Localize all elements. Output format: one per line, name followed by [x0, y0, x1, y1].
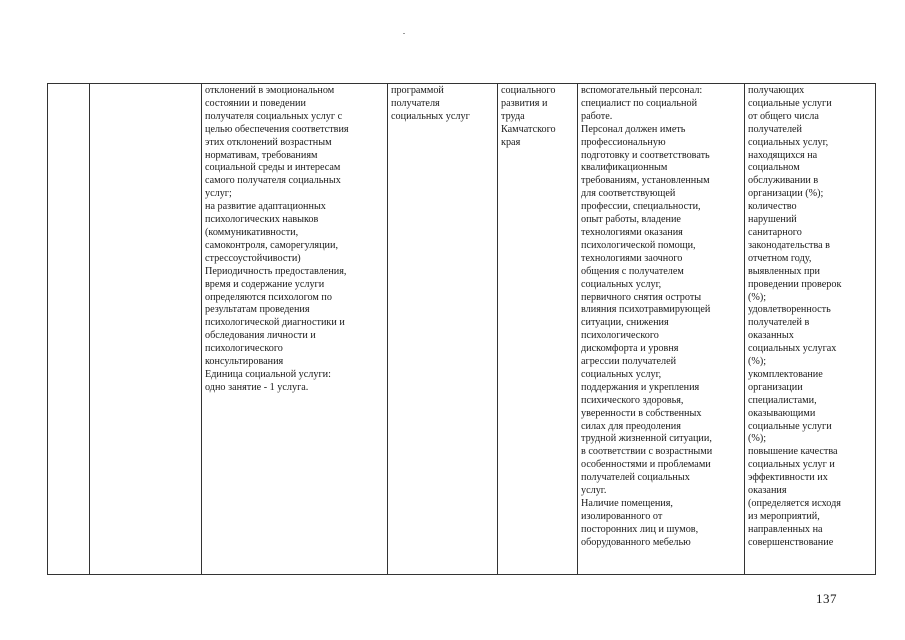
text-line: программой [391, 85, 444, 96]
text-line: целью обеспечения соответствия [205, 123, 349, 135]
text-line: первичного снятия остроты [581, 291, 702, 303]
cell-service-description [202, 84, 388, 575]
text-line: консультирования [205, 356, 284, 368]
text-line: услуг; [205, 188, 232, 200]
text-line: одно занятие - 1 услуга. [205, 381, 309, 393]
text-line: стрессоустойчивости) [205, 252, 301, 264]
text-line: оказания [748, 485, 787, 497]
text-line: опыт работы, владение [581, 214, 681, 226]
cell-service-volume [388, 84, 498, 575]
text-line: направленных на [748, 523, 823, 535]
text-line: получателя [391, 97, 440, 109]
text-line: социальные услуги [748, 420, 832, 432]
text-line: социальных услуг и [748, 459, 835, 471]
text-line: (%); [748, 356, 767, 368]
text-line: санитарного [748, 226, 802, 238]
text-line: требованиям, установленным [581, 175, 710, 187]
text-line: получающих [748, 85, 805, 96]
text-line: для соответствующей [581, 188, 676, 200]
text-line: укомплектование [748, 368, 823, 380]
text-line: общения с получателем [581, 265, 684, 277]
text-line: подготовку и соответствовать [581, 149, 710, 161]
text-line: оказанных [748, 330, 794, 342]
text-line: социальных услуг, [581, 368, 662, 380]
text-line: края [501, 136, 521, 148]
page-number: 137 [816, 591, 837, 606]
text-line: получателя социальных услуг с [205, 110, 343, 122]
text-line: оборудованного мебелью [581, 536, 691, 548]
text-line: самоконтроля, саморегуляции, [205, 239, 338, 251]
text-line: проведении проверок [748, 278, 842, 290]
text-line: социального [501, 85, 556, 96]
text-line: поддержания и укрепления [581, 381, 700, 393]
text-line: результатам проведения [205, 304, 310, 316]
text-line: выявленных при [748, 265, 821, 277]
text-line: Периодичность предоставления, [205, 265, 347, 277]
text-line: работе. [581, 110, 613, 122]
text-line: получателей в [748, 317, 810, 329]
text-line: социальной среды и интересам [205, 162, 341, 174]
text-line: профессии, специальности, [581, 201, 701, 213]
text-line: психологической помощи, [581, 239, 696, 251]
text-line: совершенствование [748, 536, 834, 548]
text-line: посторонних лиц и шумов, [581, 523, 699, 535]
text-line: специалист по социальной [581, 97, 698, 109]
text-line: на развитие адаптационных [205, 201, 326, 213]
text-line: получателей [748, 123, 803, 135]
text-line: организации (%); [748, 188, 824, 200]
text-line: развития и [501, 97, 548, 109]
scan-speck [403, 33, 405, 34]
text-line: получателей социальных [581, 472, 690, 484]
cell-service-name [90, 84, 202, 575]
text-line: от общего числа [748, 110, 819, 122]
text-line: самого получателя социальных [205, 175, 341, 187]
text-line: Персонал должен иметь [581, 123, 686, 135]
text-line: оказывающими [748, 407, 816, 419]
text-line: вспомогательный персонал: [581, 85, 703, 96]
services-table [47, 83, 876, 575]
text-line: социальных услуг [391, 110, 470, 122]
text-line: в соответствии с возрастными [581, 446, 713, 458]
text-line: количество [748, 201, 797, 213]
text-line: услуг. [581, 485, 607, 497]
text-line: отклонений в эмоциональном [205, 85, 335, 96]
cell-service-conditions [578, 84, 745, 575]
text-line: ситуации, снижения [581, 317, 669, 329]
text-line: социальных услуг, [748, 136, 829, 148]
cell-service-standard [498, 84, 578, 575]
text-line: (%); [748, 291, 767, 303]
text-line: нарушений [748, 214, 797, 226]
table-row [48, 84, 876, 575]
text-line: специалистами, [748, 394, 817, 406]
text-line: агрессии получателей [581, 356, 677, 368]
cell-number [48, 84, 90, 575]
text-line: Наличие помещения, [581, 498, 673, 509]
text-line: определяются психологом по [205, 291, 332, 303]
text-line: психологического [581, 330, 659, 342]
text-line: технологиями оказания [581, 226, 683, 238]
text-line: влияния психотравмирующей [581, 304, 711, 316]
text-line: труда [501, 110, 525, 122]
text-line: находящихся на [748, 149, 818, 161]
text-line: уверенности в собственных [581, 407, 702, 419]
text-line: профессиональную [581, 136, 666, 148]
text-line: особенностями и проблемами [581, 459, 711, 471]
text-line: организации [748, 381, 803, 393]
text-line: Камчатского [501, 123, 556, 135]
text-line: социальных услуг, [581, 278, 662, 290]
text-line: Единица социальной услуги: [205, 368, 331, 380]
text-line: психологического [205, 343, 283, 355]
text-line: нормативам, требованиям [205, 149, 318, 161]
text-line: психологической диагностики и [205, 317, 345, 329]
cell-quality-indicators [745, 84, 876, 575]
text-line: обслуживании в [748, 175, 819, 187]
text-line: законодательства в [748, 239, 830, 251]
text-line: (коммуникативности, [205, 226, 299, 238]
text-line: отчетном году, [748, 252, 812, 264]
text-line: изолированного от [581, 510, 663, 522]
text-line: социальные услуги [748, 97, 832, 109]
text-line: состоянии и поведении [205, 97, 306, 109]
text-line: социальном [748, 162, 800, 174]
text-line: повышение качества [748, 446, 838, 458]
text-line: из мероприятий, [748, 510, 820, 522]
text-line: социальных услугах [748, 343, 837, 355]
text-line: время и содержание услуги [205, 278, 325, 290]
text-line: этих отклонений возрастным [205, 136, 332, 148]
text-line: (определяется исходя [748, 498, 841, 509]
text-line: (%); [748, 433, 767, 445]
text-line: квалификационным [581, 162, 668, 174]
text-line: технологиями заочного [581, 252, 683, 264]
text-line: эффективности их [748, 472, 828, 484]
text-line: обследования личности и [205, 330, 316, 342]
text-line: дискомфорта и уровня [581, 343, 679, 355]
text-line: силах для преодоления [581, 420, 681, 432]
text-line: трудной жизненной ситуации, [581, 433, 712, 445]
text-line: психологических навыков [205, 214, 319, 226]
text-line: психического здоровья, [581, 394, 684, 406]
text-line: удовлетворенность [748, 304, 831, 316]
